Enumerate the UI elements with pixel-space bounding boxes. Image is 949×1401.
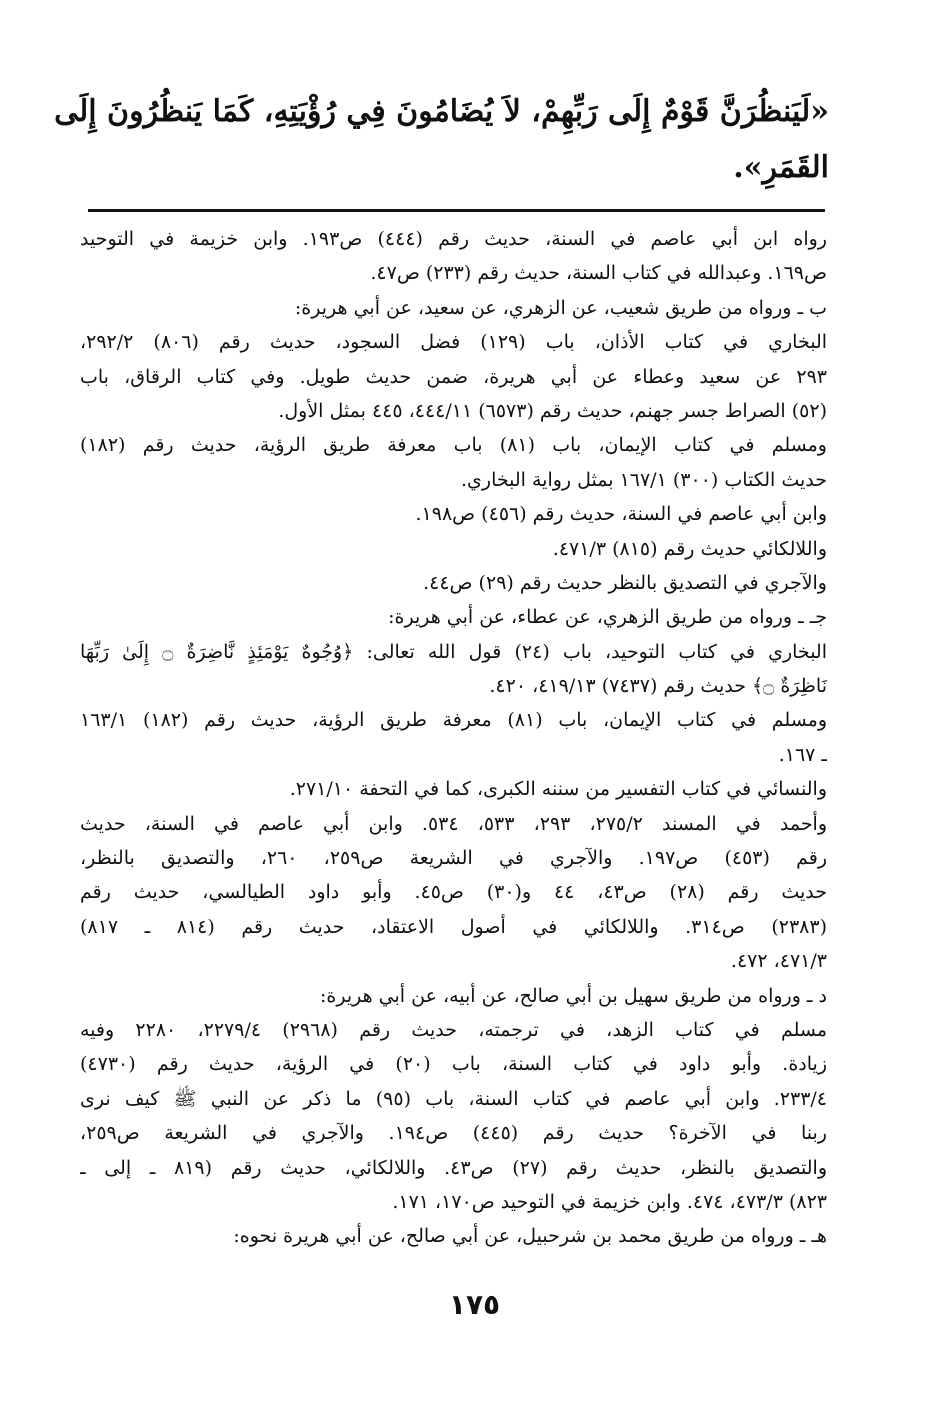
footnote-line: هـ ـ ورواه من طريق محمد بن شرحبيل، عن أبي صالح، عن أبي هريرة نحوه: (233, 1225, 827, 1248)
footnote-line: نَاظِرَةٌ ۝﴾ حديث رقم (٧٤٣٧) ٤١٩/١٣، ٤٢٠. (489, 675, 827, 698)
footnote-line: ربنا في الآخرة؟ حديث رقم (٤٤٥) ص١٩٤. والآجري في الشريعة ص٢٥٩، (80, 1122, 827, 1145)
footnote-line: ٢٩٣ عن سعيد وعطاء عن أبي هريرة، ضمن حديث طويل. وفي كتاب الرقاق، باب (80, 365, 827, 388)
footnote-line: والنسائي في كتاب التفسير من سننه الكبرى، كما في التحفة ٢٧١/١٠. (289, 778, 827, 801)
footnote-line: زيادة. وأبو داود في كتاب السنة، باب (٢٠) في الرؤية، حديث رقم (٤٧٣٠) (80, 1053, 827, 1076)
footnotes-block (80, 222, 827, 1254)
footnote-line: البخاري في كتاب التوحيد، باب (٢٤) قول الله تعالى: ﴿وُجُوهٌ يَوْمَئِذٍ نَّاضِرَةٌ ۝ إِلَىٰ رَبِّهَا (80, 640, 827, 663)
footnote-line: والتصديق بالنظر، حديث رقم (٢٧) ص٤٣. واللالكائي، حديث رقم (٨١٩ ـ إلى ـ (80, 1156, 827, 1179)
footnote-line: ومسلم في كتاب الإيمان، باب (٨١) باب معرفة طريق الرؤية، حديث رقم (١٨٢) (80, 434, 827, 457)
footnote-line: ومسلم في كتاب الإيمان، باب (٨١) معرفة طريق الرؤية، حديث رقم (١٨٢) ١٦٣/١ (80, 709, 827, 732)
footnote-line: مسلم في كتاب الزهد، في ترجمته، حديث رقم (٢٩٦٨) ٢٢٧٩/٤، ٢٢٨٠ وفيه (80, 1018, 827, 1041)
footnote-line: ٢٣٣/٤. وابن أبي عاصم في كتاب السنة، باب (٩٥) ما ذكر عن النبي ﷺ كيف نرى (80, 1087, 827, 1110)
footnote-line: ٨٢٣) ٤٧٣/٣، ٤٧٤. وابن خزيمة في التوحيد ص١٧٠، ١٧١. (392, 1190, 827, 1213)
footnote-line: البخاري في كتاب الأذان، باب (١٢٩) فضل السجود، حديث رقم (٨٠٦) ٢٩٢/٢، (80, 331, 827, 354)
footnote-line: ٤٧١/٣، ٤٧٢. (730, 950, 827, 973)
footnote-line: والآجري في التصديق بالنظر حديث رقم (٢٩) ص٤٤. (423, 571, 827, 594)
footnote-line: وابن أبي عاصم في السنة، حديث رقم (٤٥٦) ص١٩٨. (415, 503, 827, 526)
footnote-line: (٥٢) الصراط جسر جهنم، حديث رقم (٦٥٧٣) ٤٤٤/١١، ٤٤٥ بمثل الأول. (278, 399, 827, 422)
footnote-line: ص١٦٩. وعبدالله في كتاب السنة، حديث رقم (٢٣٣) ص٤٧. (370, 262, 827, 285)
footnote-line: وأحمد في المسند ٢٧٥/٢، ٢٩٣، ٥٣٣، ٥٣٤. وابن أبي عاصم في السنة، حديث (80, 812, 827, 835)
hadith-text-line-1: «لَيَنظُرَنَّ قَوْمٌ إِلَى رَبِّهِمْ، لاَ يُضَامُونَ فِي رُؤْيَتِهِ، كَمَا يَنظُرُونَ إِلَى (54, 94, 829, 129)
footnote-line: واللالكائي حديث رقم (٨١٥) ٤٧١/٣. (552, 537, 827, 560)
page-number: ١٧٥ (448, 1288, 501, 1321)
footnote-line: ب ـ ورواه من طريق شعيب، عن الزهري، عن سعيد، عن أبي هريرة: (294, 296, 827, 319)
footnote-line: حديث رقم (٢٨) ص٤٣، ٤٤ و(٣٠) ص٤٥. وأبو داود الطيالسي، حديث رقم (80, 881, 827, 904)
footnote-separator-rule (88, 209, 825, 212)
footnote-line: (٢٣٨٣) ص٣١٤. واللالكائي في أصول الاعتقاد، حديث رقم (٨١٤ ـ ٨١٧) (80, 915, 827, 938)
footnote-line: د ـ ورواه من طريق سهيل بن أبي صالح، عن أبيه، عن أبي هريرة: (320, 984, 827, 1007)
footnote-line: رواه ابن أبي عاصم في السنة، حديث رقم (٤٤٤) ص١٩٣. وابن خزيمة في التوحيد (80, 228, 827, 250)
footnote-line: ـ ١٦٧. (778, 743, 827, 766)
hadith-text-line-2: القَمَرِ». (733, 150, 829, 185)
hadith-text (54, 84, 829, 196)
footnote-line: حديث الكتاب (٣٠٠) ١٦٧/١ بمثل رواية البخاري. (461, 468, 827, 491)
footnote-line: رقم (٤٥٣) ص١٩٧. والآجري في الشريعة ص٢٥٩، ٢٦٠، والتصديق بالنظر، (80, 847, 827, 870)
footnote-line: جـ ـ ورواه من طريق الزهري، عن عطاء، عن أبي هريرة: (388, 606, 827, 629)
